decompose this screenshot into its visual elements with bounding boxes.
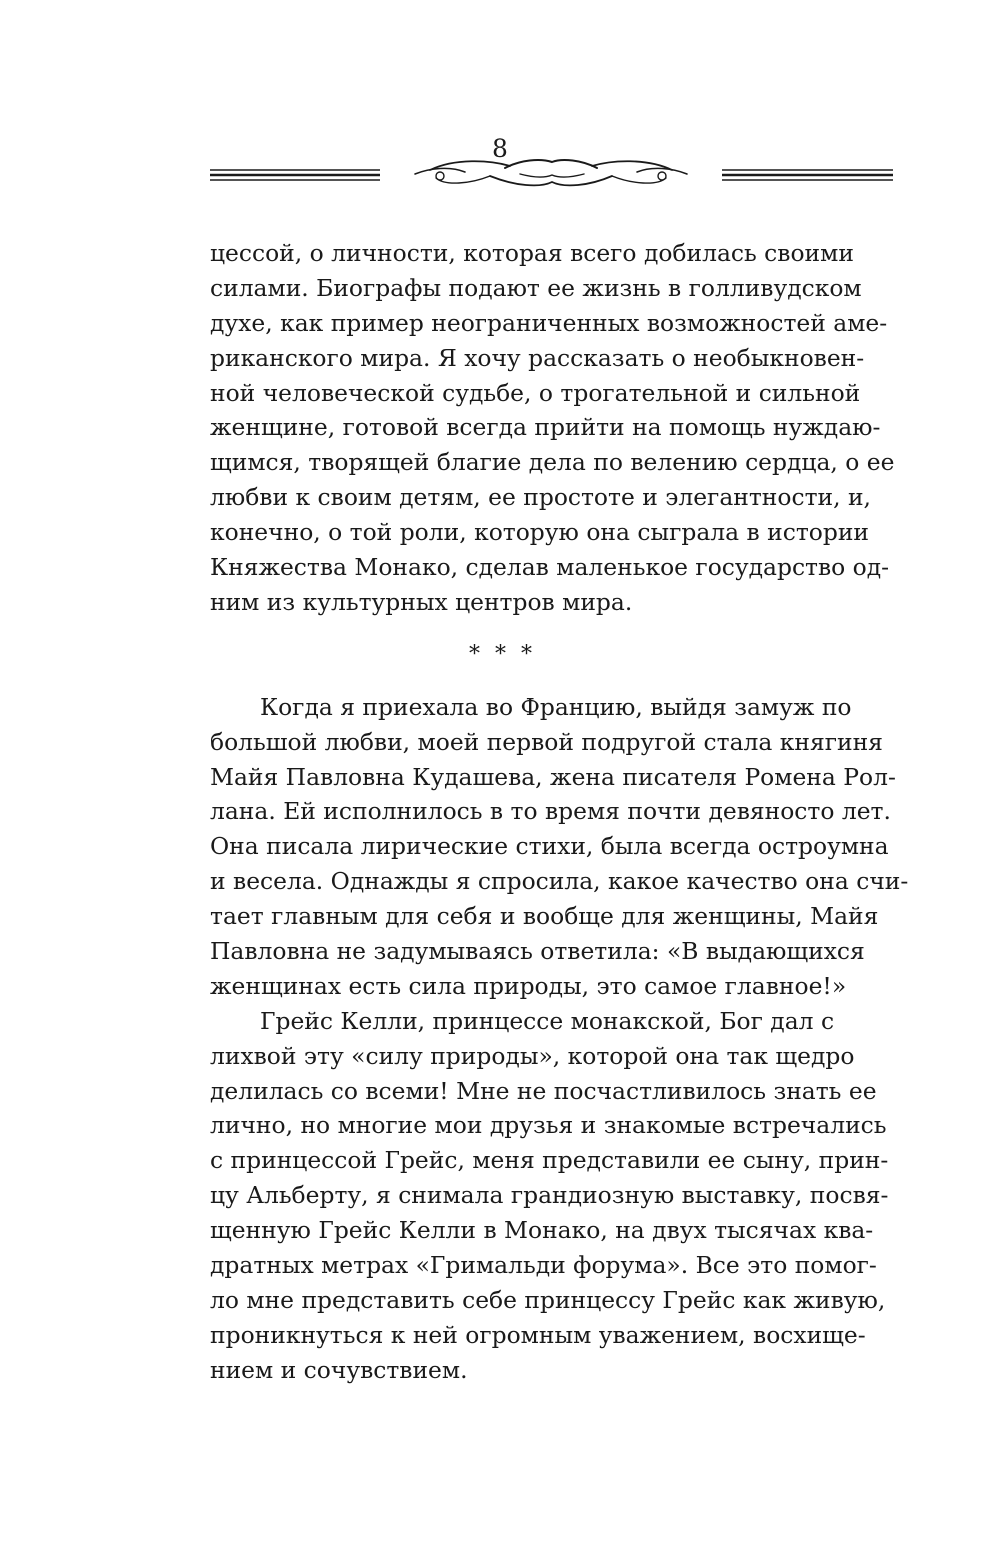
- text-line: Она писала лирические стихи, была всегда остроумна: [210, 832, 889, 861]
- text-line: Майя Павловна Кудашева, жена писателя Ромена Рол-: [210, 762, 896, 791]
- text-line: лихвой эту «силу природы», которой она так щедро: [210, 1041, 855, 1070]
- text-line: проникнуться к ней огромным уважением, восхище-: [210, 1320, 866, 1349]
- scroll-flourish-ornament-icon: [0, 0, 1000, 200]
- text-line: щимся, творящей благие дела по велению сердца, о ее: [210, 448, 895, 477]
- page-header: [0, 0, 1000, 200]
- paragraph-1: [210, 236, 895, 620]
- text-line: нием и сочувствием.: [210, 1355, 468, 1384]
- text-line: ним из культурных центров мира.: [210, 587, 633, 616]
- text-line: цессой, о личности, которая всего добилась своими: [210, 239, 854, 267]
- text-line: делилась со всеми! Мне не посчастливилось знать ее: [210, 1076, 877, 1105]
- text-line: Когда я приехала во Францию, выйдя замуж по: [260, 692, 852, 721]
- text-line: щенную Грейс Келли в Монако, на двух тысячах ква-: [210, 1216, 874, 1245]
- paragraph-2: [210, 690, 909, 1004]
- text-line: силами. Биографы подают ее жизнь в голливудском: [210, 273, 862, 302]
- text-line: лично, но многие мои друзья и знакомые встречались: [210, 1111, 887, 1140]
- text-line: Грейс Келли, принцессе монакской, Бог дал с: [260, 1006, 835, 1035]
- text-line: ло мне представить себе принцессу Грейс как живую,: [210, 1285, 886, 1314]
- text-line: большой любви, моей первой подругой стала княгиня: [210, 727, 883, 756]
- text-line: женщине, готовой всегда прийти на помощь нуждаю-: [210, 413, 881, 442]
- section-divider: * * *: [469, 641, 536, 667]
- text-line: и весела. Однажды я спросила, какое качество она счи-: [210, 867, 909, 896]
- text-line: дратных метрах «Гримальди форума». Все это помог-: [210, 1251, 877, 1280]
- text-line: с принцессой Грейс, меня представили ее сыну, прин-: [210, 1146, 889, 1175]
- paragraph-3: [210, 1004, 889, 1388]
- text-line: Павловна не задумываясь ответила: «В выдающихся: [210, 937, 865, 966]
- text-line: цу Альберту, я снимала грандиозную выставку, посвя-: [210, 1181, 889, 1210]
- text-line: любви к своим детям, ее простоте и элегантности, и,: [210, 483, 871, 512]
- text-line: Княжества Монако, сделав маленькое государство од-: [210, 553, 890, 582]
- text-line: женщинах есть сила природы, это самое главное!»: [210, 971, 847, 1000]
- text-line: конечно, о той роли, которую она сыграла в истории: [210, 518, 869, 547]
- text-line: риканского мира. Я хочу рассказать о необыкновен-: [210, 343, 865, 372]
- text-line: тает главным для себя и вообще для женщины, Майя: [210, 902, 879, 931]
- text-line: духе, как пример неограниченных возможностей аме-: [210, 308, 888, 337]
- text-line: лана. Ей исполнилось в то время почти девяносто лет.: [210, 797, 891, 826]
- body-text: [210, 236, 909, 1388]
- page-number: 8: [492, 134, 508, 163]
- text-line: ной человеческой судьбе, о трогательной и сильной: [210, 378, 861, 407]
